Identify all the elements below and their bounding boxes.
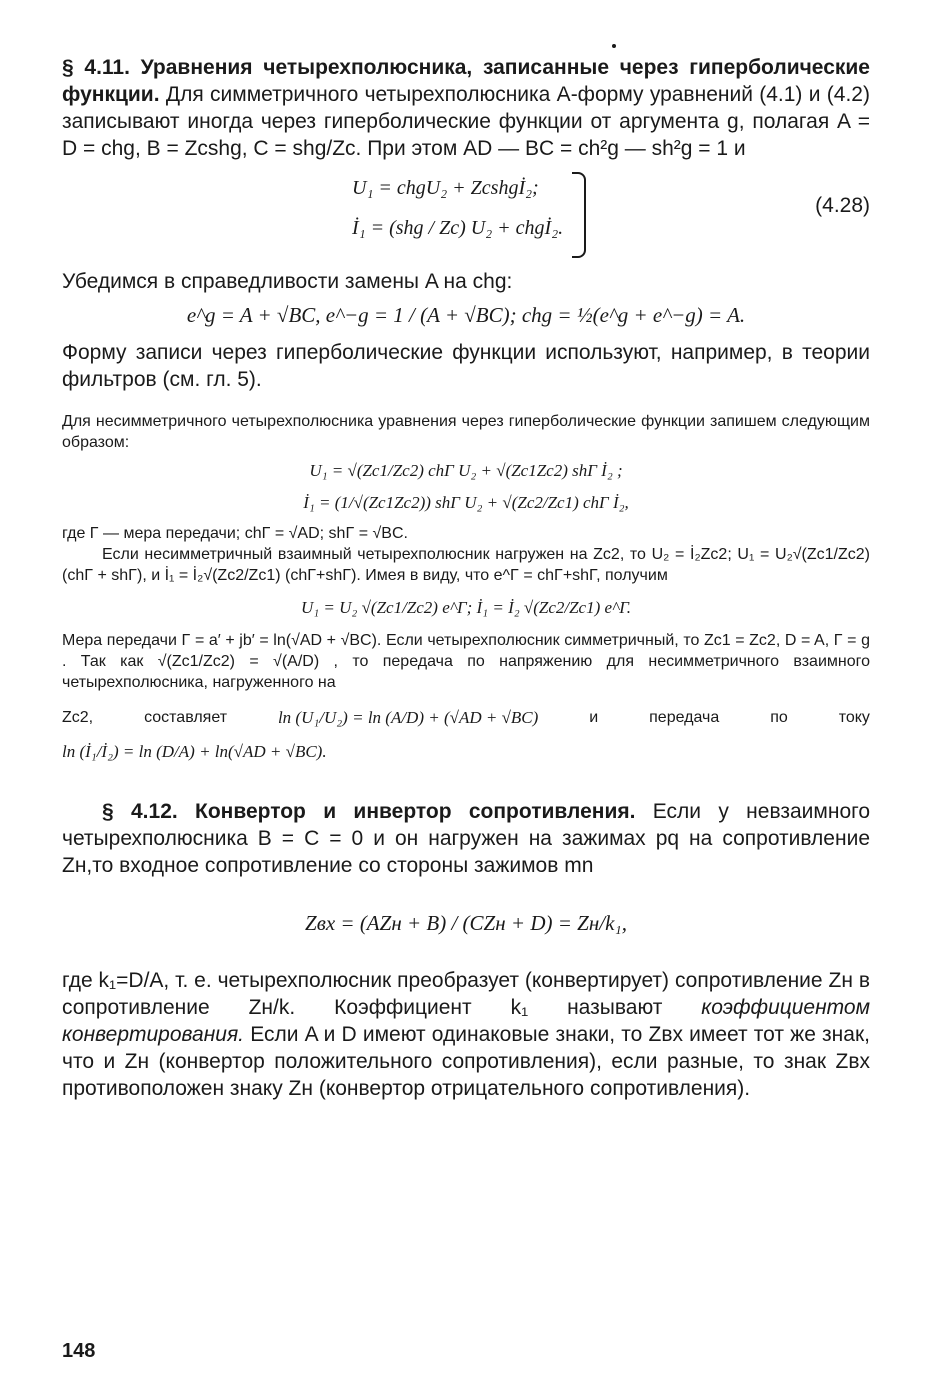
measure-line-word-2: и bbox=[589, 709, 599, 726]
verify-text: Убедимся в справедливости замены A на chg: bbox=[62, 270, 513, 293]
measure-line bbox=[62, 707, 870, 728]
equation-brace bbox=[572, 172, 586, 258]
conversion-text-b: Если A и D имеют одинаковые знаки, то Zвх имеет тот же знак, что и Zн (конвертор положительного сопротивления), если разные, то знак Zвх противоположен знаку Zн (конвертор отрицательного сопротивления). bbox=[62, 1023, 870, 1100]
equation-4-28-row-1: U₁ = chgU₂ + Zcshgİ₂; bbox=[352, 177, 539, 199]
conversion-text-a: где k₁=D/A, т. е. четырехполюсник преобразует (конвертирует) сопротивление Zн в сопротивление Zн/k. Коэффициент k₁ называют bbox=[62, 969, 870, 1019]
voltage-transfer-equation: ln (U₁/U₂) = ln (A/D) + (√AD + √BC) bbox=[277, 708, 539, 727]
page-body bbox=[62, 54, 870, 1102]
current-transfer-equation: ln (İ₁/İ₂) = ln (D/A) + ln(√AD + √BC). bbox=[62, 742, 327, 761]
equation-number: (4.28) bbox=[815, 194, 870, 217]
nonsym-equation-2: İ₁ = (1/√(Zc1Zc2)) shΓ U₂ + √(Zc2/Zc1) chΓ İ₂, bbox=[303, 493, 629, 512]
conversion-paragraph bbox=[62, 967, 870, 1102]
measure-line-word-1: составляет bbox=[144, 709, 228, 726]
measure-line-right: току bbox=[838, 709, 870, 726]
section-4-12-intro: Если у невзаимного четырехполюсника B = C = 0 и он нагружен на зажимах pq на сопротивление Zн,то входное сопротивление со стороны зажимов mn bbox=[62, 800, 870, 877]
loaded-equation: U₁ = U₂ √(Zc1/Zc2) e^Γ; İ₁ = İ₂ √(Zc2/Zc1) e^Γ. bbox=[301, 598, 631, 617]
conversion-term: коэффициентом конвертирования. bbox=[62, 996, 871, 1046]
equation-4-28-row-2: İ₁ = (shg / Zc) U₂ + chgİ₂. bbox=[352, 217, 564, 239]
section-4-11-heading: § 4.11. Уравнения четырехполюсника, записанные через гиперболические функции. bbox=[62, 56, 870, 106]
section-4-12-heading: § 4.12. Конвертор и инвертор сопротивления. bbox=[102, 800, 636, 823]
page-number: 148 bbox=[62, 1340, 96, 1362]
measure-line-word-4: по bbox=[770, 709, 788, 726]
use-text: Форму записи через гиперболические функции используют, например, в теории фильтров (см. гл. 5). bbox=[62, 341, 870, 391]
gamma-definition: где Γ — мера передачи; chΓ = √AD; shΓ = √BC. bbox=[62, 525, 408, 542]
measure-line-word-3: передача bbox=[649, 709, 720, 726]
nonsym-intro: Для несимметричного четырехполюсника уравнения через гиперболические функции запишем следующим образом: bbox=[62, 413, 870, 451]
section-4-11-intro: Для симметричного четырехполюсника A-форму уравнений (4.1) и (4.2) записывают иногда через гиперболические функции от аргумента g, полагая A = D = chg, B = Zcshg, C = shg/Zc. При этом AD — BC = ch²g — sh²g = 1 и bbox=[62, 83, 870, 160]
print-speck bbox=[612, 44, 616, 48]
measure-text: Мера передачи Γ = a′ + jb′ = ln(√AD + √BC). Если четырехполюсник симметричный, то Zc1 = Zc2, D = A, Γ = g . Так как √(Zc1/Zc2) = √(A/D) , то передача по напряжению для несимметричного взаимного четырехполюсника, нагруженного на bbox=[62, 632, 870, 691]
loaded-text: Если несимметричный взаимный четырехполюсник нагружен на Zc2, то U₂ = İ₂Zc2; U₁ = U₂√(Zc1/Zc2)(chΓ + shΓ), и İ₁ = İ₂√(Zc2/Zc1) (chΓ+shΓ). Имея в виду, что e^Γ = chΓ+shΓ, получим bbox=[62, 546, 870, 584]
nonsym-equation-1: U₁ = √(Zc1/Zc2) chΓ U₂ + √(Zc1Zc2) shΓ İ₂ ; bbox=[309, 461, 623, 480]
equation-4-28 bbox=[62, 166, 870, 262]
verify-equation: e^g = A + √BC, e^−g = 1 / (A + √BC); chg = ½(e^g + e^−g) = A. bbox=[186, 303, 746, 327]
section-4-12-paragraph bbox=[62, 798, 870, 879]
measure-line-left: Zc2, bbox=[62, 709, 94, 726]
input-impedance-equation: Zвх = (AZн + B) / (CZн + D) = Zн/k₁, bbox=[305, 911, 627, 935]
section-4-11-paragraph bbox=[62, 54, 870, 162]
